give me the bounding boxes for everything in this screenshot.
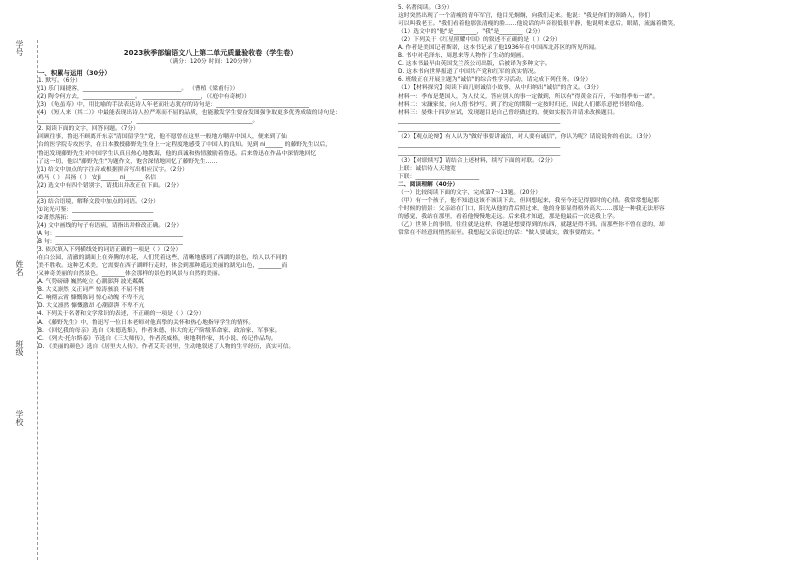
question-line: 常常在不经意间悄然而至。我想起父亲说过的话："做人要诚实，做事要踏实。" [398,230,601,237]
question-line: 美不胜收。这种艺术美，它需要在西子湖畔行走时，体会到那种遥远美丽的湖光山色，________而 [38,263,288,270]
question-line: (3) 《龟虽寿》中，用比喻的手法表达诗人年老而壮志犹存的诗句是：________________________________ [38,102,309,109]
question-line: ①诧光可鉴：____________________________ [38,206,154,213]
binding-margin [10,40,32,450]
question-line: D. 大义凛然 慷慨激昂 心潮澎湃 不卑不亢 [38,303,145,310]
question-line: 1. 默写。（6分） [38,78,81,85]
question-line: (2) 陶令何方去，__________________。 ____________________，（《庭中有奇树》） [38,94,250,101]
question-line: 材料三：晏殊十四岁应试，发现题目是自己曾经做过的，便如实报告并请求改换题目。 [398,109,619,116]
question-line: B 句：____________________________________________ [38,239,183,246]
question-line: （一）比较阅读下面的文字，完成第7～13题。（20分） [398,190,542,197]
question-line: 材料二：宋濂家贫，向人借书抄写，到了约定的期限一定按时归还，因此人们都乐意把书借给他。 [398,101,648,108]
question-line: （1）【材料探究】阅读下面几则诚信小故事，从中归纳出"诚信"的含义。（3分） [398,85,603,92]
question-line: A 句：____________________________________________ [38,230,183,237]
question-line: 3. 依次填入下列横线处的词语正确的一项是（ ）（2分） [38,247,182,254]
question-line: 了这一切，他以"藤野先生"为题作文，饱含深情地回忆了藤野先生…… [38,158,218,165]
question-line: 6. 班级正在开展主题为"诚信"的综合性学习活动，请完成下列任务。（9分） [398,77,592,84]
question-line: 可以叫我老王。"我们看着他那张清瘦的脸……他说话的声音很低很平静，他说明来意后，眼睛，流露着微笑， [398,21,679,28]
margin-label-name: 姓名 [15,260,24,276]
question-line: C. 这本书最早由英国戈兰茨公司出版，后被译为多种文字。 [398,61,551,68]
question-line: 这时突然出现了一个清瘦的青年军官，他目光炯炯，向我们走来。他说："我是你们的领路人，你们 [398,13,650,20]
question-line: （乙）世界上的事情，往往就是这样，你越是想要得到的东西，就越是得不到。而那些你不曾在意的，却 [398,222,665,229]
question-line: D. 《美丽的颜色》选自《居里夫人传》，作者艾芙·居里，生动地叙述了人物的生平经历，真实可信。 [38,343,295,350]
question-line: B. 《回忆我的母亲》选自《朱德选集》，作者朱德，伟大的无产阶级革命家、政治家、军事家。 [38,327,281,334]
question-line: ________________________________________________________ [398,149,561,156]
question-line: ________________________________________________________ [398,117,561,124]
left-question-list [38,77,383,351]
exam-subtitle: （满分：120分 时间：120分钟） [166,59,255,65]
question-line: 二、阅读理解（40分） [398,182,459,189]
question-line: 鲁迅发现藤野先生对中国学生认真且热心地教诲，他的真诚和热情激励着鲁迅。后来鲁迅在作品中深情地回忆 [38,150,317,157]
question-line: ________ ________ ________ ________ [38,190,137,197]
right-column [398,4,774,556]
question-line: 下联：______________________ [398,173,480,180]
question-line: （1）选文中的"他"是________，"我"是________（2分） [398,29,544,36]
question-line: 鸡马（ ） 昌扬（ ） 安ji______ ni______ 名信 [38,174,157,181]
question-line: (4) 《短人来（其二）》中最能表现出诗人拉严寒而不屈的品质，也能激发学生要奋发图强争取更多优秀成绩的诗句是： [38,110,341,117]
question-line: A. 《藤野先生》中，鲁迅写一位日本老师对他真挚的关怀和热心地指导学生的情怀。 [38,319,255,326]
left-column [38,4,383,556]
question-line: 2. 阅读下面的文字，回答问题。（7分） [38,126,139,133]
margin-label-school: 学校 [15,410,24,426]
question-line: (1) 乐门闻捷客，__________________________________。 （曹植《梁甫行》） [38,86,239,93]
question-line: C. 响彻云霄 慷慨陈词 惊心动魄 不卑不亢 [38,295,145,302]
question-line: ________________________________________________________ [398,125,561,132]
question-line: 4. 下列关于名著和文学常识的表述，不正确的一项是（ ）（2分） [38,311,205,318]
question-line: （2）下列关于《红星照耀中国》的叙述不正确的是（ ）（2分） [398,37,561,44]
question-line: 的感觉，我站在那里，看着他慢慢地走远。后来我才知道，那是他最后一次送我上学。 [398,214,619,221]
question-line: 回顾往事，鲁迅不顾离开东京"清国留学生"党，他不愿曾在这里一般地方嘲弄中国人，便来到了仙 [38,134,287,141]
margin-label-student-id: 学号 [15,40,24,56]
question-line: (2) 选文中有四个错别字，请找出并改正在下面。（2分） [38,182,183,189]
question-line: (1) 给文中加点的字注音或根据拼音写出相应汉字。（2分） [38,166,188,173]
question-line: 个时候的情景：父亲站在门口，阳光从他的背后照过来，他的身影显得格外高大……那是一种我无法形容 [398,206,665,213]
right-question-list [398,4,774,237]
question-line: （3）【对联续写】请结合上述材料，续写下面的对联。（2分） [398,157,557,164]
question-line: （甲）有一个孩子，他不知道这该不该读下去，但回想起来，我至今还记得那时的心情。我常常想起那 [398,198,659,205]
question-line: ________________________________，________________________________________。 [38,118,259,125]
question-line: 5. 名著阅读。（3分） [398,5,453,11]
question-line: (4) 文中画线的句子有语病，请指出并修改正确。（2分） [38,222,183,229]
question-line: 又神奇美丽的自然景色，________体会那样的景色的风景与自然的美丽。 [38,271,224,278]
section-heading: 一、积累与运用（30分） [38,69,111,78]
question-line: A. 作者是美国记者斯诺，这本书记录了他1936年在中国西北苏区的所见所闻。 [398,45,601,52]
question-line: ②萧然落拓：____________________________ [38,214,154,221]
question-line: B. 大义凛然 义正词严 惊涛骇浪 不屈不挠 [38,287,144,294]
question-line: A. 气势磅礴 巍然屹立 心潮澎湃 波光粼粼 [38,279,144,286]
question-line: 材料一：季布是楚国人，为人仗义，答应别人的事一定做到，所以有"得黄金百斤，不如得季布一诺"。 [398,93,659,100]
question-line: （2）【观点论辩】有人认为"做好事要讲诚信，对人要有诚信"，你认为呢？请说说你的看法。（3分） [398,133,655,140]
exam-title: 2023秋季部编语文八上第二单元质量验收卷（学生卷） [123,49,298,57]
margin-label-class: 班级 [15,340,24,356]
question-line: B. 书中对毛泽东、周恩来等人物作了生动的刻画。 [398,53,528,60]
question-line: C. 《列夫·托尔斯泰》节选自《三大师传》，作者茨威格，奥地利作家，其小说、传记作品均。 [38,335,277,342]
question-line: (3) 结合语境，解释文段中加点的词语。（2分） [38,198,159,205]
question-line: ________________________________________________________ [398,141,561,148]
question-line: D. 这本书向世界报道了中国共产党和红军的真实情况。 [398,69,540,76]
question-line: 台的医学院专攻医学，在日本教授藤野先生身上一定程度地感受了中国人的良知。见到 ni______ 的藤野先生以后， [38,142,332,149]
question-line: 上联：诚信待人天地宽 [398,165,456,172]
question-line: 在白公园，清澈的湖面上在奔腾的水花，人们凭着这些，清晰地感到了西湖的景色，给人以不同的 [38,255,288,262]
